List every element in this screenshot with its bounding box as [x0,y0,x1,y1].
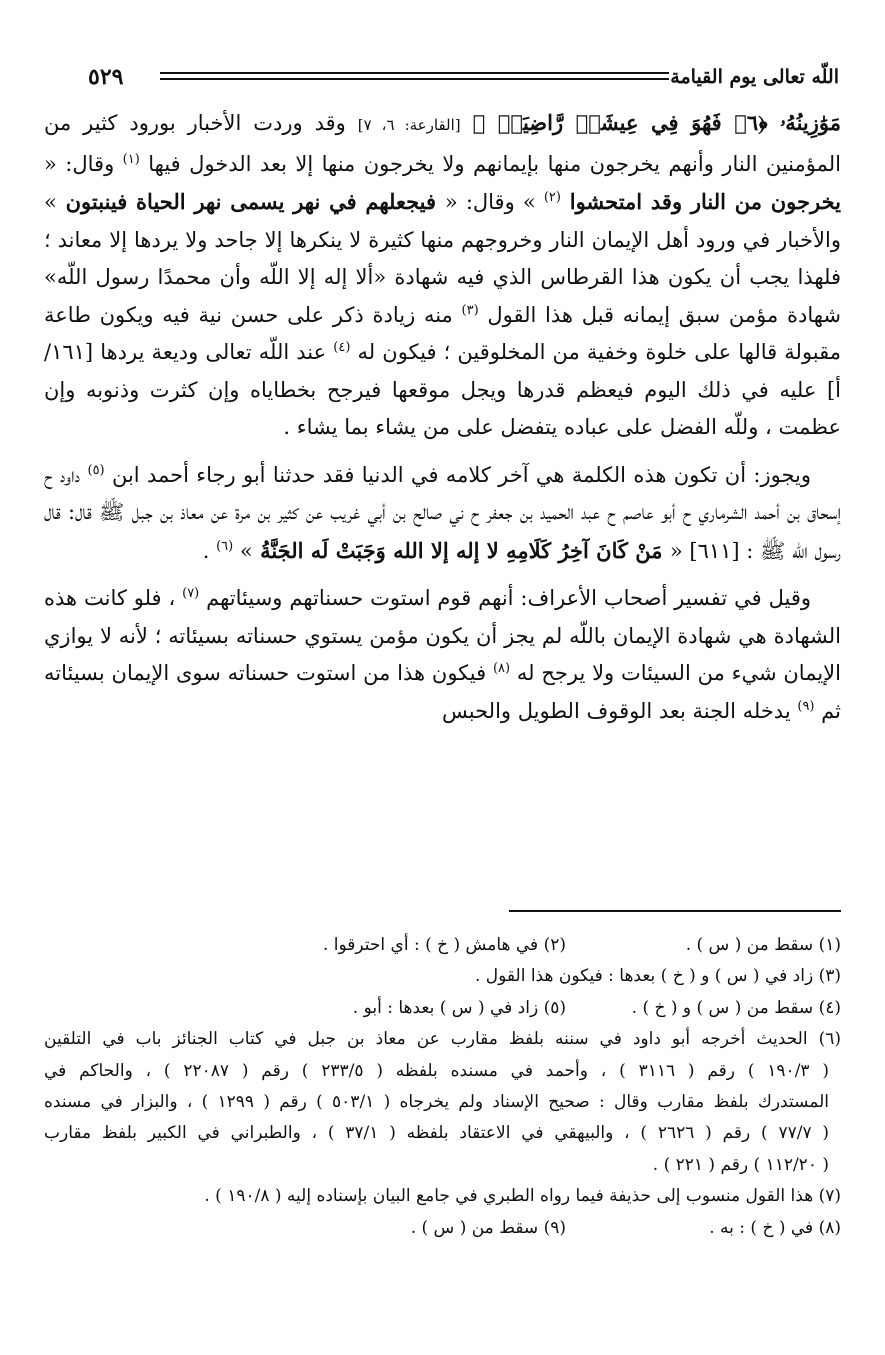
footnote-ref-9: (٩) [797,698,815,714]
paragraph-1 [44,104,841,447]
text-run: » وقال: « [444,190,544,214]
footnote-7: (٧) هذا القول منسوب إلى حذيفة فيما رواه الطبري في جامع البيان بإسناده إليه ( ١٩٠/٨ ) . [204,1186,841,1207]
paragraph-3 [44,580,841,730]
text-run: داود ح إسحاق بن أحمد الشرماري ح أبو عاصم ح عبد الحميد بن جعفر ح ني صالح بن أبي غريب عن كثير بن مرة عن معاذ بن جبل ﷺ قال: قال رسول اللّه ﷺ : [٦١١] « [44,462,841,563]
running-header [88,64,839,90]
footnote-6-line-2: ( ١٩٠/٣ ) رقم ( ٣١١٦ ) ، وأحمد في مسنده بلفظه ( ٢٣٣/٥ ) رقم ( ٢٢٠٨٧ ) ، والحاكم في [44,1060,830,1081]
hadith-quote: فيجعلهم في نهر يسمى نهر الحياة فينبتون [56,189,445,214]
footnotes [44,930,841,1244]
text-run: وقد وردت الأخبار بورود كثير من المؤمنين النار وأنهم يخرجون منها بإيمانهم ولا يخرجون منها إلا بعد الدخول فيها [44,111,841,176]
footnote-ref-5: (٥) [87,462,105,478]
footnote-6-line-5: ( ١١٢/٢٠ ) رقم ( ٢٢١ ) . [652,1154,829,1175]
text-run: » والأخبار في ورود أهل الإيمان النار وخروجهم منها كثيرة لا ينكرها إلا جاحد ولا يردها إلا معاند ؛ فلهذا يجب أن يكون هذا القرطاس الذي فيه شهادة «ألا إله إلا اللّه وأن محمدًا رسول اللّه» شهادة مؤمن سبق إيمانه قبل هذا القول [44,190,841,327]
text-run: ، فلو كانت هذه الشهادة هي شهادة الإيمان باللّه لم يجز أن يكون مؤمن يستوي حسناته بسيئاته ؛ لأنه لا يوازي الإيمان شيء من السيئات ولا يرجح له [44,586,841,685]
footnote-ref-4: (٤) [333,340,351,355]
footnote-5: (٥) زاد في ( س ) بعدها : أبو . [352,997,566,1018]
text-run: وقال: « [44,151,123,176]
footnote-ref-1: (١) [122,151,140,167]
quran-verse: مَوَٰزِينُهُۥ ﴿٦﴾ فَهُوَ فِي عِيشَةٖ رَّاضِيَةٖ ﴾ [472,110,841,135]
footnote-2: (٢) في هامش ( خ ) : أي احترقوا . [322,935,566,955]
text-run: منه زيادة ذكر على حسن نية فيه ويكون طاعة مقبولة قالها على خلوة وخفية من المخلوقين ؛ فيكون له [44,302,841,364]
hadith-quote: يخرجون من النار وقد امتحشوا [560,189,841,214]
text-run: عند اللّه تعالى وديعة يردها [١٦١/أ] عليه في ذلك اليوم فيعظم قدرها ويجل موقعها فيرجح بخطاياه وإن كثرت وذنوبه وإن عظمت ، وللّه الفضل على عباده يتفضل على من يشاء بما يشاء . [44,340,841,439]
footnote-separator [509,910,841,912]
footnote-ref-3: (٣) [461,302,479,318]
footnote-1: (١) سقط من ( س ) . [685,935,841,955]
verse-citation: [القارعة: ٦، ٧] [357,116,461,134]
footnote-6-line-3: المستدرك بلفظ مقارب وقال : صحيح الإسناد ولم يخرجاه ( ٥٠٣/١ ) رقم ( ١٢٩٩ ) ، والبزار في مسنده [44,1092,829,1113]
hadith-quote: مَنْ كَانَ آخِرُ كَلَامِهِ لا إله إلا الله وَجَبَتْ لَه الجَنَّةُ [252,537,670,563]
text-run: يدخله الجنة بعد الوقوف الطويل والحبس [442,698,798,723]
footnote-3: (٣) زاد في ( س ) و ( خ ) بعدها : فيكون هذا القول . [474,966,841,987]
footnote-9: (٩) سقط من ( س ) . [410,1217,566,1238]
main-text [44,104,841,730]
text-run: ويجوز: أن تكون هذه الكلمة هي آخر كلامه في الدنيا فقد حدثنا أبو رجاء أحمد ابن [104,462,811,487]
paragraph-2 [44,457,841,571]
footnote-row [44,930,841,961]
footnote-row [44,993,841,1024]
footnote-row [44,1213,841,1244]
footnote-ref-8: (٨) [492,661,511,676]
footnote-4: (٤) سقط من ( س ) و ( خ ) . [631,997,841,1018]
footnote-8: (٨) في ( خ ) : به . [709,1217,841,1238]
text-run: فيكون هذا من استوت حسناته سوى الإيمان بسيئاته ثم [44,661,841,723]
text-run: . [202,538,217,563]
header-double-rule [160,72,669,80]
running-title: اللّه تعالى يوم القيامة [670,66,839,88]
footnote-ref-6: (٦) [216,538,234,554]
footnote-ref-2: (٢) [543,190,561,205]
footnote-6-line-4: ( ٧٧/٧ ) رقم ( ٢٦٢٦ ) ، والبيهقي في الاعتقاد بلفظه ( ٣٧/١ ) ، والطبراني في الكبير بلفظ مقارب [44,1123,830,1144]
footnote-ref-7: (٧) [182,586,200,601]
text-run: » [233,538,253,563]
page-number: ٥٢٩ [88,64,124,90]
footnote-6-line-1: (٦) الحديث أخرجه أبو داود في سننه بلفظ مقارب عن معاذ بن جبل في كتاب الجنائز باب في التلقين [44,1029,841,1050]
text-run: وقيل في تفسير أصحاب الأعراف: أنهم قوم استوت حسناتهم وسيئاتهم [199,586,811,610]
